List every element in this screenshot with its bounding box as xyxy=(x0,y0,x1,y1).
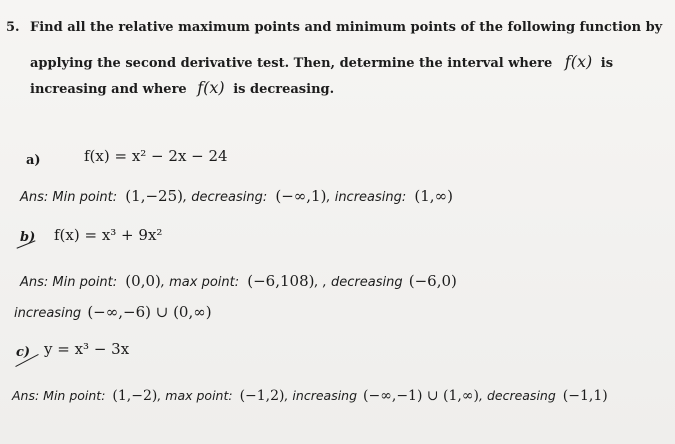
part-c-max-point: (−1,2) xyxy=(239,388,285,404)
part-c-answer-text-4: , decreasing xyxy=(479,388,556,403)
question-line-3-text: increasing and where xyxy=(30,82,187,97)
part-c-decreasing-interval: (−1,1) xyxy=(562,388,608,404)
part-a-answer xyxy=(20,187,453,205)
question-line-3-end: is decreasing. xyxy=(233,82,335,97)
part-b-answer-line-2 xyxy=(14,303,212,321)
part-b-increasing-interval: (−∞,−6) ∪ (0,∞) xyxy=(87,303,212,321)
part-b-answer-text-3: , , decreasing xyxy=(314,275,403,290)
part-a-label: a) xyxy=(26,153,41,168)
part-c-answer-text-2: , max point: xyxy=(157,388,233,403)
part-b-min-point: (0,0) xyxy=(125,272,161,290)
part-b-answer-line-1 xyxy=(20,272,457,290)
part-b-label: b) xyxy=(20,230,36,245)
question-number: 5. xyxy=(6,20,20,35)
part-b-answer-text-2: , max point: xyxy=(160,275,240,290)
part-b-equation: f(x) = x³ + 9x² xyxy=(54,226,163,244)
part-a-increasing-interval: (1,∞) xyxy=(414,187,453,205)
question-line-2-end: is xyxy=(600,56,614,71)
part-a-decreasing-interval: (−∞,1) xyxy=(275,187,327,205)
part-a-answer-text-1: Ans: Min point: xyxy=(20,190,118,205)
part-c-increasing-interval: (−∞,−1) ∪ (1,∞) xyxy=(363,388,479,404)
question-line-3-function: f(x) xyxy=(197,78,225,97)
part-b-decreasing-interval: (−6,0) xyxy=(408,272,457,290)
part-c-min-point: (1,−2) xyxy=(112,388,158,404)
part-a-equation: f(x) = x² − 2x − 24 xyxy=(84,147,228,165)
part-c-label: c) xyxy=(16,345,31,360)
question-line-3 xyxy=(30,78,334,97)
part-c-answer-text-3: , increasing xyxy=(284,388,358,403)
part-c-answer xyxy=(12,388,608,404)
part-a-min-point: (1,−25) xyxy=(125,187,183,205)
part-c-equation: y = x³ − 3x xyxy=(44,340,130,358)
question-line-2-function: f(x) xyxy=(564,52,593,71)
part-b-answer-text-4: increasing xyxy=(14,306,82,321)
part-b-max-point: (−6,108) xyxy=(247,272,315,290)
question-line-1: Find all the relative maximum points and minimum points of the following function by xyxy=(30,20,663,35)
question-line-2-text: applying the second derivative test. Then, determine the interval where xyxy=(30,56,553,71)
part-b-answer-text-1: Ans: Min point: xyxy=(20,275,118,290)
question-line-2 xyxy=(30,52,613,71)
part-a-answer-text-3: , increasing: xyxy=(326,190,407,205)
part-a-answer-text-2: , decreasing: xyxy=(182,190,268,205)
part-c-answer-text-1: Ans: Min point: xyxy=(12,388,106,403)
